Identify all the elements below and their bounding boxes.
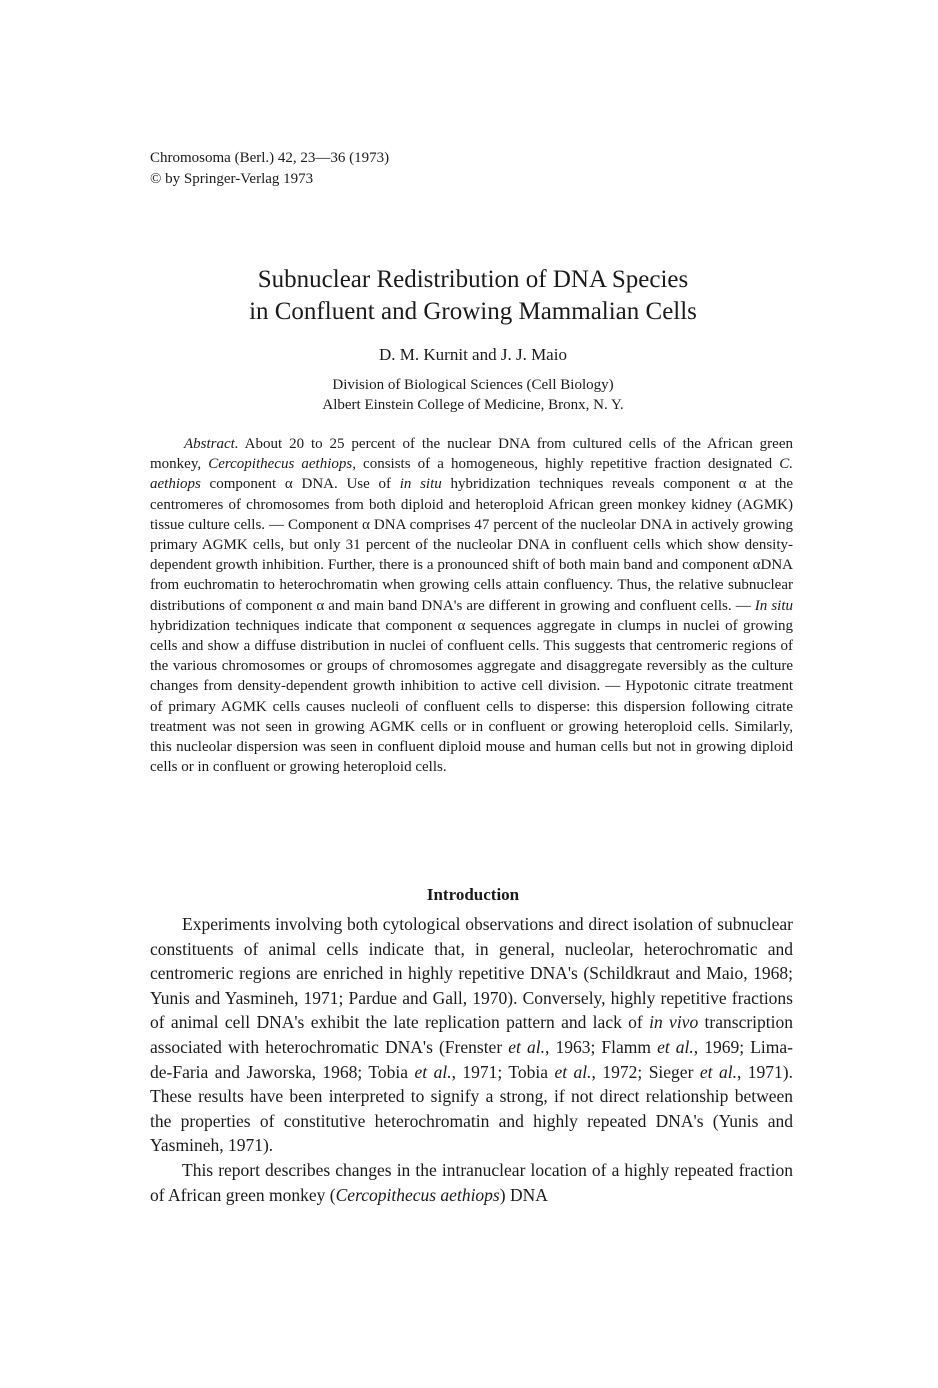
italic-term: et al. <box>699 1061 737 1082</box>
abstract-text: hybridization techniques indicate that component α sequences aggregate in clumps in nuclei of growing cells and show a diffuse distribution in nuclei of confluent cells. This suggests that centromeric regions of the various chromosomes or groups of chromosomes aggregate and disaggregate reversibly as the culture changes from density-dependent growth inhibition to active cell division. — Hypotonic citrate treatment of primary AGMK cells causes nucleoli of confluent cells to disperse: this dispersion following citrate treatment was not seen in growing AGMK cells or in confluent or growing heteroploid cells. Similarly, this nucleolar dispersion was seen in confluent diploid mouse and human cells but not in growing diploid cells or in confluent or growing heteroploid cells. <box>150 617 793 776</box>
authors: D. M. Kurnit and J. J. Maio <box>379 345 567 364</box>
text-run: ) DNA <box>499 1184 548 1205</box>
italic-term: in situ <box>399 476 442 493</box>
species-name: C. aethiops <box>150 456 794 493</box>
affiliation-line-2: Albert Einstein College of Medicine, Bronx, N. Y. <box>322 397 624 413</box>
italic-term: in vivo <box>649 1012 699 1033</box>
text-run: This report describes changes in the intranuclear location of a highly repeated fraction of African green monkey ( <box>150 1159 793 1205</box>
italic-term: et al. <box>554 1061 592 1082</box>
italic-term: In situ <box>754 597 793 614</box>
abstract-text: About 20 to 25 percent of the nuclear DNA from cultured cells of the African green monkey, <box>150 436 793 473</box>
text-run: , 1971; Tobia <box>451 1061 555 1082</box>
journal-info <box>150 148 389 190</box>
affiliation-line-1: Division of Biological Sciences (Cell Biology) <box>332 377 614 393</box>
abstract <box>150 434 793 777</box>
italic-term: et al. <box>657 1036 694 1057</box>
species-name: Cercopithecus aethiops, <box>208 456 356 473</box>
italic-term: et al. <box>508 1036 545 1057</box>
abstract-text: hybridization techniques reveals component α at the centromeres of chromosomes from both diploid and heteroploid African green monkey kidney (AGMK) tissue culture cells. — Component α DNA comprises 47 percent of the nucleolar DNA in actively growing primary AGMK cells, but only 31 percent of the nucleolar DNA in confluent cells which show density-dependent growth inhibition. Further, there is a pronounced shift of both main band and component αDNA from euchromatin to heterochromatin when growing cells attain confluency. Thus, the relative subnuclear distributions of component α and main band DNA's are different in growing and confluent cells. — <box>150 476 794 614</box>
affiliation <box>150 375 796 415</box>
abstract-label: Abstract. <box>184 436 239 452</box>
italic-term: et al. <box>414 1061 452 1082</box>
species-name: Cercopithecus aethiops <box>335 1184 500 1205</box>
title-line-1: Subnuclear Redistribution of DNA Species <box>257 266 689 293</box>
text-run: Experiments involving both cytological observations and direct isolation of subnuclear constituents of animal cells indicate that, in general, nucleolar, heterochromatic and centromeric regions are enriched in highly repetitive DNA's (Schildkraut and Maio, 1968; Yunis and Yasmineh, 1971; Pardue and Gall, 1970). Conversely, highly repetitive fractions of animal cell DNA's exhibit the late replication pattern and lack of <box>150 914 793 1033</box>
text-run: , 1969; Lima-de-Faria and Jaworska, 1968; Tobia <box>150 1036 793 1082</box>
text-run: , 1971). These results have been interpreted to signify a strong, if not direct relationship between the properties of constitutive heterochromatin and highly repeated DNA's (Yunis and Yasmineh, 1971). <box>150 1061 793 1156</box>
paragraph <box>150 1158 793 1207</box>
article-title <box>150 264 796 328</box>
abstract-text: component α DNA. Use of <box>200 476 400 493</box>
introduction-body <box>150 912 793 1207</box>
title-line-2: in Confluent and Growing Mammalian Cells <box>249 298 697 325</box>
text-run: transcription associated with heterochromatic DNA's (Frenster <box>150 1012 793 1057</box>
text-run: , 1972; Sieger <box>591 1061 700 1082</box>
text-run: , 1963; Flamm <box>544 1036 658 1057</box>
copyright-notice: © by Springer-Verlag 1973 <box>150 171 314 187</box>
journal-citation: Chromosoma (Berl.) 42, 23—36 (1973) <box>150 150 390 166</box>
section-heading: Introduction <box>426 885 520 904</box>
paragraph <box>150 912 793 1158</box>
abstract-text: consists of a homogeneous, highly repetitive fraction designated <box>355 456 780 473</box>
